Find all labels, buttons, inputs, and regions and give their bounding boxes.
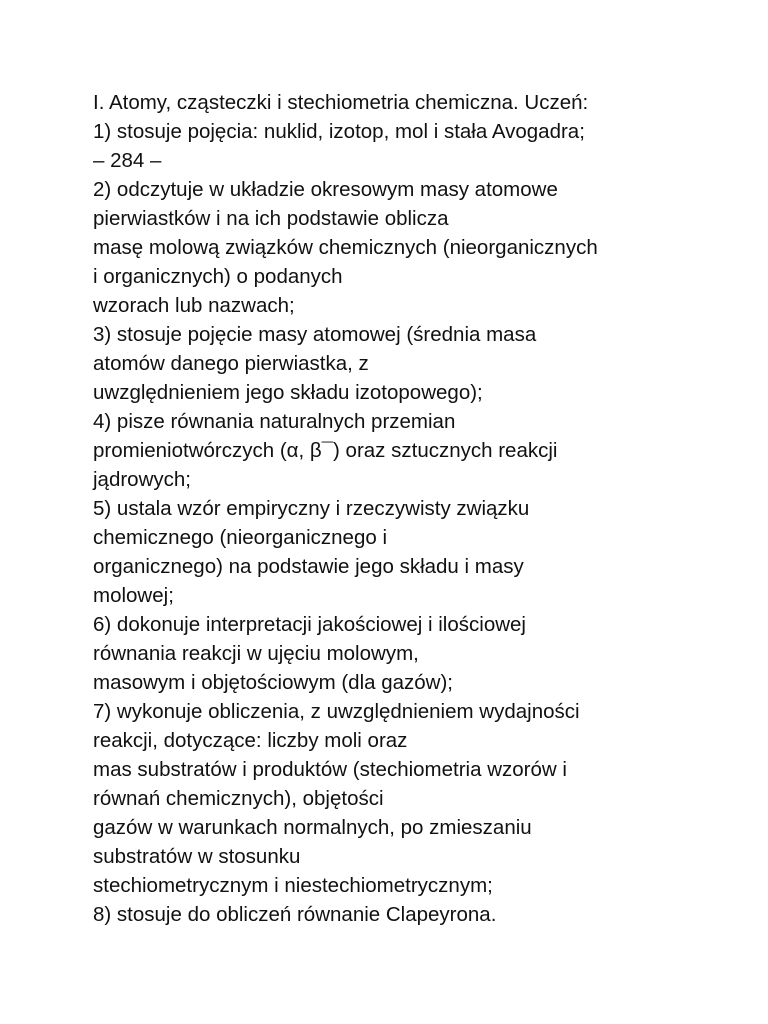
text-line: masowym i objętościowym (dla gazów); xyxy=(93,671,454,694)
text-line: 1) stosuje pojęcia: nuklid, izotop, mol i stała Avogadra; xyxy=(93,120,585,143)
text-line: wzorach lub nazwach; xyxy=(93,294,295,317)
text-line: 8) stosuje do obliczeń równanie Clapeyrona. xyxy=(93,903,497,926)
page-number: – 284 – xyxy=(93,149,162,172)
document-body xyxy=(93,88,753,929)
text-line: organicznego) na podstawie jego składu i masy xyxy=(93,555,524,578)
text-line: 6) dokonuje interpretacji jakościowej i ilościowej xyxy=(93,613,526,636)
text-line: stechiometrycznym i niestechiometrycznym; xyxy=(93,874,493,897)
text-line: 4) pisze równania naturalnych przemian xyxy=(93,410,456,433)
section-heading: I. Atomy, cząsteczki i stechiometria chemiczna. Uczeń: xyxy=(93,91,589,114)
text-line: i organicznych) o podanych xyxy=(93,265,343,288)
text-line: masę molową związków chemicznych (nieorganicznych xyxy=(93,236,598,259)
text-line: 3) stosuje pojęcie masy atomowej (średnia masa xyxy=(93,323,537,346)
text-line: równań chemicznych), objętości xyxy=(93,787,384,810)
text-line: uwzględnieniem jego składu izotopowego); xyxy=(93,381,483,404)
text-line: molowej; xyxy=(93,584,174,607)
text-line: mas substratów i produktów (stechiometria wzorów i xyxy=(93,758,567,781)
text-line: gazów w warunkach normalnych, po zmieszaniu xyxy=(93,816,532,839)
text-line: jądrowych; xyxy=(93,468,191,491)
text-line: 2) odczytuje w układzie okresowym masy atomowe xyxy=(93,178,558,201)
text-line: 5) ustala wzór empiryczny i rzeczywisty związku xyxy=(93,497,530,520)
text-line: atomów danego pierwiastka, z xyxy=(93,352,369,375)
text-line: 7) wykonuje obliczenia, z uwzględnieniem wydajności xyxy=(93,700,580,723)
text-line: chemicznego (nieorganicznego i xyxy=(93,526,388,549)
text-line: substratów w stosunku xyxy=(93,845,301,868)
text-line: pierwiastków i na ich podstawie oblicza xyxy=(93,207,449,230)
text-line: reakcji, dotyczące: liczby moli oraz xyxy=(93,729,408,752)
text-line: promieniotwórczych (α, β¯) oraz sztucznych reakcji xyxy=(93,439,558,462)
text-line: równania reakcji w ujęciu molowym, xyxy=(93,642,419,665)
